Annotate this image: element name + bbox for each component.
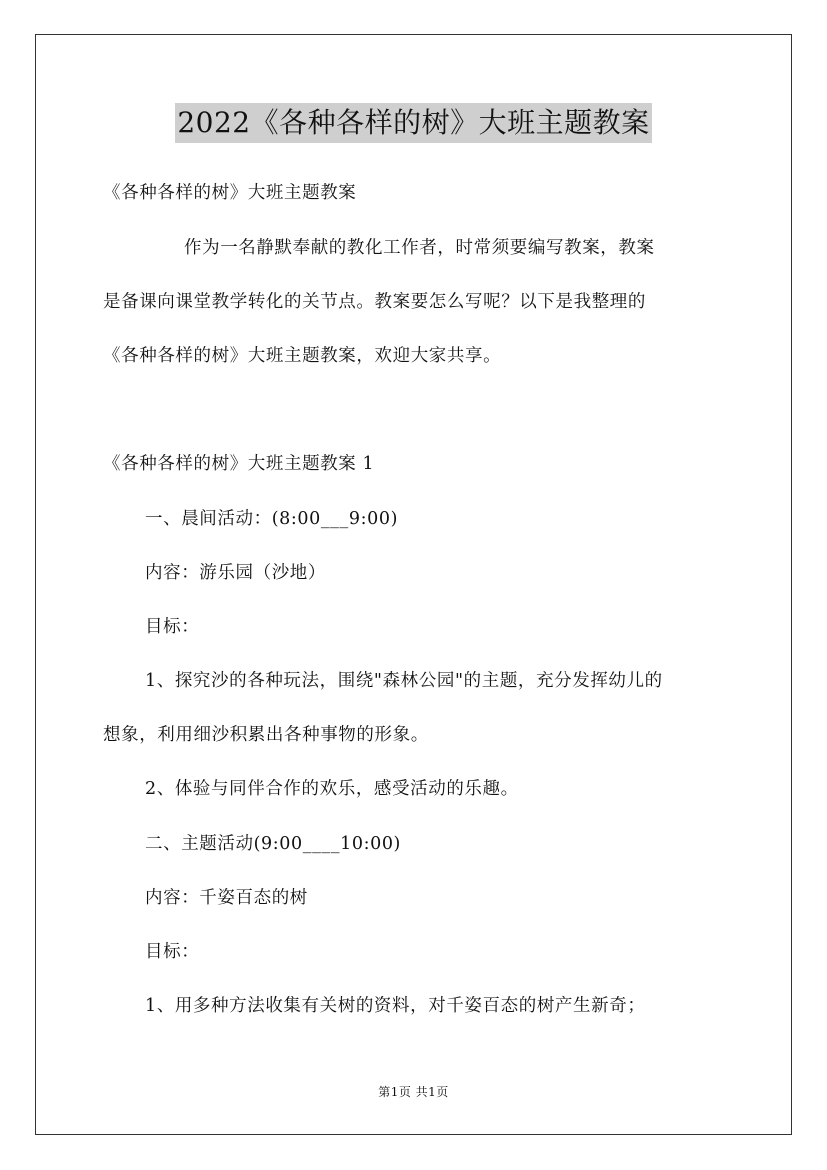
part1-goal-label: 目标： (145, 617, 200, 637)
page-footer: 第1页 共1页 (378, 1085, 449, 1099)
part2-goal1: 1、用多种方法收集有关树的资料，对千姿百态的树产生新奇； (145, 996, 646, 1016)
part2-heading: 二、主题活动(9:00____10:00) (145, 834, 401, 854)
intro-line-2: 是备课向课堂教学转化的关节点。教案要怎么写呢？以下是我整理的 (103, 292, 646, 312)
part1-content: 内容：游乐园（沙地） (145, 563, 326, 583)
document-title: 2022《各种各样的树》大班主题教案 (175, 103, 651, 143)
document-subtitle: 《各种各样的树》大班主题教案 (103, 183, 357, 203)
title-container (0, 103, 827, 143)
part1-heading: 一、晨间活动：(8:00___9:00) (145, 509, 399, 529)
section-title: 《各种各样的树》大班主题教案 1 (103, 454, 375, 474)
intro-line-3: 《各种各样的树》大班主题教案，欢迎大家共享。 (103, 346, 502, 366)
part1-goal1-line1: 1、探究沙的各种玩法，围绕"森林公园"的主题，充分发挥幼儿的 (145, 671, 663, 691)
part2-content: 内容：千姿百态的树 (145, 888, 308, 908)
intro-line-1: 作为一名静默奉献的教化工作者，时常须要编写教案，教案 (184, 238, 655, 258)
part2-goal-label: 目标： (145, 942, 200, 962)
part1-goal2: 2、体验与同伴合作的欢乐，感受活动的乐趣。 (145, 779, 519, 799)
part1-goal1-line2: 想象，利用细沙积累出各种事物的形象。 (103, 725, 429, 745)
